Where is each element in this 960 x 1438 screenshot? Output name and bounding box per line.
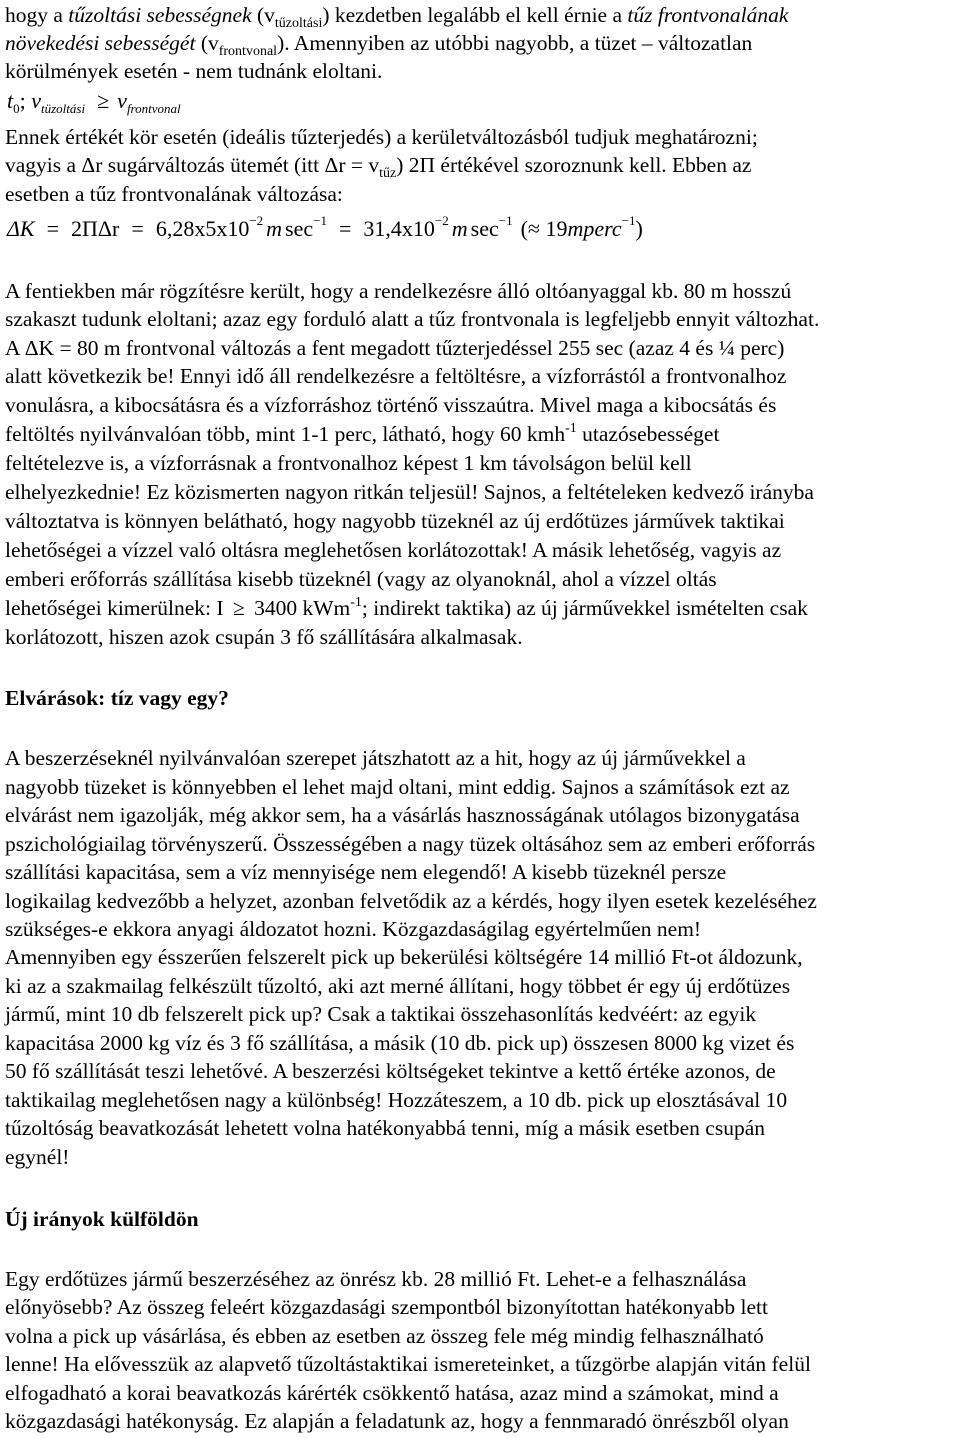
text-line: közgazdasági hatékonyság. Ez alapján a feladatunk az, hogy a fennmaradó önrészből olyan	[5, 1409, 789, 1433]
subscript: tüzoltási	[41, 101, 86, 116]
superscript: −1	[498, 213, 513, 228]
formula-operator: =	[46, 216, 60, 241]
formula-term: )	[635, 216, 643, 241]
subscript: frontvonal	[218, 44, 278, 59]
text-run: hogy a	[5, 3, 69, 27]
formula-operator: =	[338, 216, 352, 241]
formula-velocity-condition	[7, 88, 181, 116]
text-line: A beszerzéseknél nyilvánvalóan szerepet játszhatott az a hit, hogy az új járművekkel a	[5, 746, 746, 770]
text-run: vagyis a Δr sugárváltozás ütemét (itt Δr = v	[5, 153, 380, 177]
formula-unit: m	[266, 216, 283, 241]
text-line: változtatva is könnyen belátható, hogy nagyobb tüzeknél az új erdőtüzes járművek taktikai	[5, 509, 785, 533]
formula-symbol: v	[31, 88, 42, 113]
formula-unit: sec	[285, 216, 314, 241]
text-line	[5, 595, 808, 620]
formula-operator: =	[131, 216, 144, 241]
superscript: −2	[249, 213, 264, 228]
text-line: korlátozott, hiszen azok csupán 3 fő szállítására alkalmasak.	[5, 625, 523, 649]
italic-term: tűzoltási sebességnek	[68, 3, 252, 27]
text-run: ). Amennyiben az utóbbi nagyobb, a tüzet – változatlan	[277, 31, 753, 55]
text-line: egynél!	[5, 1145, 70, 1169]
text-line: lehetőségei a vízzel való oltásra meglehetősen korlátozottak! A másik lehetőség, vagyis az	[5, 538, 782, 562]
text-run: ) kezdetben legalább el kell érnie a	[322, 3, 628, 27]
formula-unit: m	[451, 216, 468, 241]
text-run: lehetőségei kimerülnek: I	[5, 596, 229, 620]
section-heading: Elvárások: tíz vagy egy?	[5, 686, 229, 710]
text-line: A ΔK = 80 m frontvonal változás a fent megadott tűzterjedéssel 255 sec (azaz 4 és ¼ perc)	[5, 336, 785, 360]
superscript: -1	[565, 421, 577, 436]
formula-term: 6,28x5x10	[155, 216, 250, 241]
text-line: Egy erdőtüzes jármű beszerzéséhez az önrész kb. 28 millió Ft. Lehet-e a felhasználása	[5, 1267, 747, 1291]
formula-term: (≈ 19	[520, 216, 568, 241]
formula-operator: ≥	[97, 88, 110, 113]
formula-symbol: t	[7, 88, 14, 113]
text-run: (v	[251, 3, 275, 27]
text-line: ki az a szakmailag felkészült tűzoltó, aki azt merné állítani, hogy többet ér egy új erdőtüzes	[5, 974, 791, 998]
superscript: −1	[313, 213, 327, 228]
text-line: előnyösebb? Az összeg feleért közgazdasági szempontból bizonyítottan hatékonyabb lett	[5, 1295, 769, 1319]
formula-unit: sec	[470, 216, 499, 241]
subscript: tűzoltási	[274, 16, 323, 31]
text-line: tűzoltóság beavatkozását lehetett volna hatékonyabbá tenni, míg a másik esetben csupán	[5, 1116, 766, 1140]
formula-front-change	[7, 213, 643, 241]
text-line: Ennek értékét kör esetén (ideális tűzterjedés) a kerületváltozásból tudjuk meghatározni;	[5, 125, 758, 149]
text-line: A fentiekben már rögzítésre került, hogy a rendelkezésre álló oltóanyaggal kb. 80 m hosszú	[5, 279, 792, 303]
section-heading: Új irányok külföldön	[5, 1207, 199, 1231]
text-line: alatt következik be! Ennyi idő áll rendelkezésre a feltöltésre, a vízforrástól a frontvonalhoz	[5, 364, 787, 388]
text-line: körülmények esetén - nem tudnánk eloltani.	[5, 59, 383, 83]
formula-operator: ≥	[232, 596, 245, 620]
formula-term: 2ΠΔr	[71, 216, 120, 241]
text-line: szállítási kapacitása, sem a víz mennyisége nem elegendő! A kisebb tüzeknél persze	[5, 860, 727, 884]
text-line: lenne! Ha elővesszük az alapvető tűzoltástaktikai ismereteinket, a tűzgörbe alapján vitán felül	[5, 1352, 811, 1376]
text-run: utazósebességet	[576, 422, 720, 446]
formula-unit: mperc	[567, 216, 622, 241]
text-line: szakaszt tudunk eloltani; azaz egy forduló alatt a tűz frontvonala is legfeljebb ennyit változhat.	[5, 307, 820, 331]
text-line: nagyobb tüzeket is könnyebben el lehet majd oltani, mint eddig. Sajnos a számítások ezt az	[5, 775, 790, 799]
text-run: 3400 kWm	[248, 596, 351, 620]
text-line: 50 fő szállítását teszi lehetővé. A beszerzési költségeket tekintve a kettő értéke azonos, de	[5, 1059, 776, 1083]
text-line: feltételezve is, a vízforrásnak a frontvonalhoz képest 1 km távolságon belül kell	[5, 451, 692, 475]
subscript: 0	[13, 101, 20, 116]
superscript: −1	[621, 213, 636, 228]
superscript: -1	[350, 595, 362, 610]
italic-term: növekedési sebességét	[5, 31, 196, 55]
text-line: kapacitása 2000 kg víz és 3 fő szállítása, a másik (10 db. pick up) összesen 8000 kg vizet és	[5, 1031, 795, 1055]
text-run: ) 2Π értékével szoroznunk kell. Ebben az	[396, 153, 752, 177]
text-line: volna a pick up vásárlása, és ebben az esetben az összeg fele még mindig felhasználható	[5, 1324, 764, 1348]
text-line: jármű, mint 10 db felszerelt pick up? Csak a taktikai összehasonlítás kedvéért: az egyik	[5, 1002, 757, 1026]
text-line: pszichológiailag törvényszerű. Összességében a nagy tüzek oltásához sem az emberi erőforrás	[5, 832, 816, 856]
text-line: elfogadható a korai beavatkozás kárérték csökkentő hatása, azaz mind a számokat, mind a	[5, 1381, 779, 1405]
text-line	[5, 153, 752, 181]
text-line: logikailag kedvezőbb a helyzet, azonban felvetődik az a kérdés, hogy ilyen esetek kezeléséhez	[5, 889, 817, 913]
text-line	[5, 421, 720, 446]
text-line: emberi erőforrás szállítása kisebb tüzeknél (vagy az olyanoknál, ahol a vízzel oltás	[5, 567, 717, 591]
text-run: ; indirekt taktika) az új járművekkel ismételten csak	[361, 596, 808, 620]
formula-symbol: v	[117, 88, 127, 113]
superscript: −2	[434, 213, 449, 228]
formula-symbol: ;	[19, 88, 32, 113]
text-run: (v	[195, 31, 219, 55]
italic-term: tűz frontvonalának	[627, 3, 789, 27]
text-line: esetben a tűz frontvonalának változása:	[5, 182, 343, 206]
text-line: taktikailag meglehetősen nagy a különbség! Hozzáteszem, a 10 db. pick up elosztásával 10	[5, 1088, 788, 1112]
formula-symbol: ΔK	[7, 216, 35, 241]
subscript: tűz	[379, 166, 397, 181]
text-line: Amennyiben egy ésszerűen felszerelt pick up bekerülési költségére 14 millió Ft-ot áldozunk,	[5, 945, 803, 969]
formula-term: 31,4x10	[363, 216, 435, 241]
text-line: elvárást nem igazolják, még akkor sem, ha a vásárlás hasznosságának utólagos bizonygatása	[5, 803, 800, 827]
text-line: elhelyezkednie! Ez közismerten nagyon ritkán teljesül! Sajnos, a feltételeken kedvező irányba	[5, 480, 814, 504]
text-line: vonulásra, a kibocsátásra és a vízforráshoz történő visszaútra. Mivel maga a kibocsátás és	[5, 393, 777, 417]
text-line	[5, 3, 789, 31]
text-run: feltöltés nyilvánvalóan több, mint 1-1 perc, látható, hogy 60 kmh	[5, 422, 566, 446]
text-line	[5, 31, 753, 59]
text-line: szükséges-e ekkora anyagi áldozatot hozni. Közgazdaságilag egyértelműen nem!	[5, 917, 702, 941]
subscript: frontvonal	[126, 101, 181, 116]
